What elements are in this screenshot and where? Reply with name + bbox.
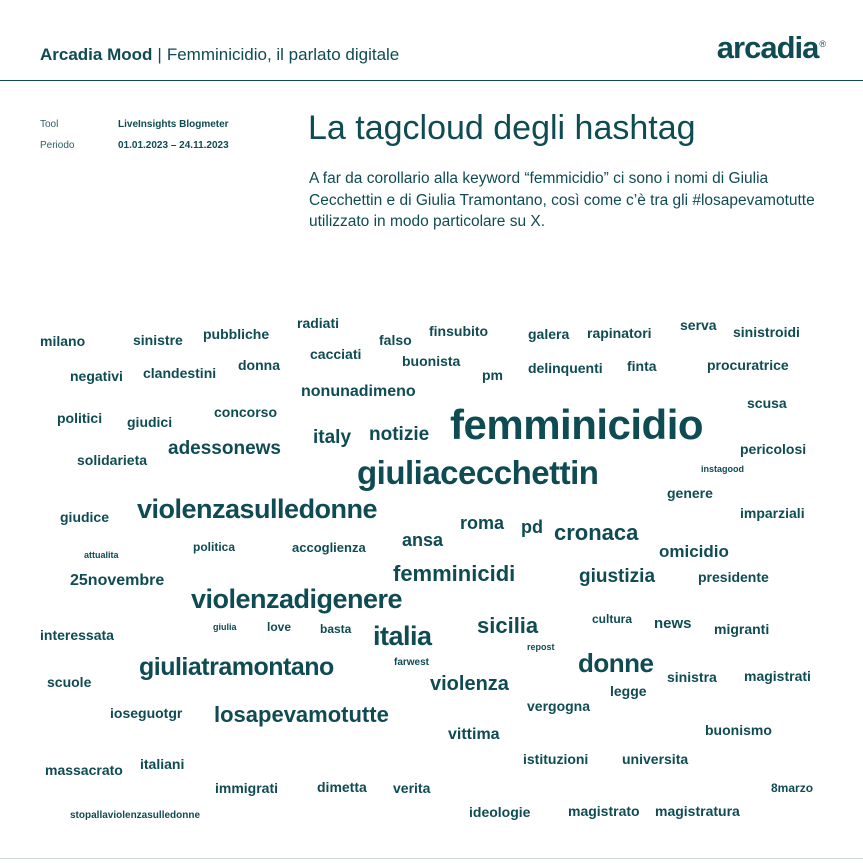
hashtag-dimetta: dimetta: [317, 779, 367, 795]
hashtag-concorso: concorso: [214, 404, 278, 420]
registered-mark: ®: [819, 38, 825, 49]
hashtag-femminicidi: femminicidi: [393, 561, 516, 586]
hashtag-omicidio: omicidio: [659, 542, 729, 561]
hashtag-violenzadigenere: violenzadigenere: [191, 584, 403, 614]
period-label: Periodo: [40, 140, 75, 151]
hashtag-basta: basta: [320, 622, 352, 636]
hashtag-giuliatramontano: giuliatramontano: [139, 653, 334, 681]
hashtag-italia: italia: [373, 621, 432, 651]
hashtag-femminicidio: femminicidio: [450, 401, 704, 448]
hashtag-donne: donne: [578, 648, 654, 678]
hashtag-adessonews: adessonews: [168, 438, 281, 459]
hashtag-ansa: ansa: [402, 530, 444, 550]
hashtag-finta: finta: [627, 358, 657, 374]
hashtag-radiati: radiati: [297, 315, 340, 331]
hashtag-cacciati: cacciati: [310, 346, 362, 362]
hashtag-violenzasulledonne: violenzasulledonne: [137, 494, 378, 524]
hashtag-ioseguotgr: ioseguotgr: [110, 705, 183, 721]
hashtag-milano: milano: [40, 333, 86, 349]
hashtag-magistratura: magistratura: [655, 803, 740, 819]
hashtag-politica: politica: [193, 540, 236, 554]
hashtag-universita: universita: [622, 751, 689, 767]
hashtag-buonismo: buonismo: [705, 722, 772, 738]
hashtag-italy: italy: [313, 427, 352, 448]
hashtag-immigrati: immigrati: [215, 780, 279, 796]
hashtag-instagood: instagood: [701, 464, 744, 474]
hashtag-ideologie: ideologie: [469, 804, 531, 820]
page-description: A far da corollario alla keyword “femmicidio” ci sono i nomi di Giulia Cecchettin e di Giulia Tramontano, così come c’è tra gli #losapevamotutte utilizzato in modo particolare su X.: [309, 170, 815, 230]
report-brand: [40, 45, 399, 65]
hashtag-news: news: [654, 615, 692, 632]
brand-separator: |: [157, 45, 162, 64]
hashtag-buonista: buonista: [402, 353, 461, 369]
hashtag-galera: galera: [528, 326, 570, 342]
hashtag-notizie: notizie: [369, 424, 430, 445]
hashtag-vittima: vittima: [448, 726, 500, 743]
period-value: 01.01.2023 – 24.11.2023: [118, 140, 229, 151]
hashtag-giustizia: giustizia: [579, 566, 656, 587]
tool-label: Tool: [40, 119, 59, 130]
hashtag-interessata: interessata: [40, 627, 114, 643]
hashtag-sinistra: sinistra: [667, 669, 717, 685]
hashtag-finsubito: finsubito: [429, 323, 489, 339]
hashtag-25novembre: 25novembre: [70, 572, 165, 589]
hashtag-rapinatori: rapinatori: [587, 325, 652, 341]
hashtag-migranti: migranti: [714, 621, 770, 637]
hashtag-stopallaviolenzasulledonne: stopallaviolenzasulledonne: [70, 810, 201, 821]
hashtag-sicilia: sicilia: [477, 613, 539, 638]
hashtag-falso: falso: [379, 332, 412, 348]
hashtag-roma: roma: [460, 513, 505, 533]
hashtag-politici: politici: [57, 410, 103, 426]
bottom-divider: [0, 858, 863, 859]
meta-info: [40, 114, 229, 156]
hashtag-procuratrice: procuratrice: [707, 357, 789, 373]
hashtag-accoglienza: accoglienza: [292, 540, 366, 555]
hashtag-sinistre: sinistre: [133, 332, 183, 348]
header-divider: [0, 80, 863, 81]
hashtag-istituzioni: istituzioni: [523, 751, 589, 767]
hashtag-imparziali: imparziali: [740, 505, 805, 521]
hashtag-attualita: attualita: [84, 550, 119, 560]
hashtag-vergogna: vergogna: [527, 698, 591, 714]
hashtag-presidente: presidente: [698, 569, 769, 585]
hashtag-repost: repost: [527, 642, 555, 652]
hashtag-cronaca: cronaca: [554, 520, 639, 545]
hashtag-legge: legge: [610, 683, 647, 699]
page-title: La tagcloud degli hashtag: [308, 109, 696, 147]
hashtag-genere: genere: [667, 485, 713, 501]
meta-row-tool: [40, 114, 229, 135]
hashtag-giudici: giudici: [127, 414, 173, 430]
hashtag-pubbliche: pubbliche: [203, 326, 270, 342]
hashtag-violenza: violenza: [430, 673, 509, 695]
header: [0, 0, 863, 81]
hashtag-verita: verita: [393, 780, 431, 796]
hashtag-massacrato: massacrato: [45, 762, 123, 778]
hashtag-cultura: cultura: [592, 612, 633, 626]
hashtag-scusa: scusa: [747, 395, 787, 411]
hashtag-nonunadimeno: nonunadimeno: [301, 383, 416, 400]
hashtag-farwest: farwest: [394, 657, 430, 668]
hashtag-tagcloud: [0, 300, 863, 840]
hashtag-giulia: giulia: [213, 622, 237, 632]
arcadia-logo: [717, 30, 825, 66]
hashtag-pericolosi: pericolosi: [740, 441, 807, 457]
hashtag-magistrati: magistrati: [744, 668, 811, 684]
brand-name: Arcadia Mood: [40, 45, 153, 64]
hashtag-giuliacecchettin: giuliacecchettin: [357, 454, 599, 491]
brand-subtitle: Femminicidio, il parlato digitale: [166, 45, 400, 64]
logo-text: arcadia: [716, 30, 819, 65]
meta-row-period: [40, 135, 229, 156]
hashtag-pm: pm: [482, 367, 503, 383]
hashtag-giudice: giudice: [60, 509, 110, 525]
hashtag-scuole: scuole: [47, 674, 92, 690]
hashtag-italiani: italiani: [140, 756, 185, 772]
hashtag-donna: donna: [238, 357, 280, 373]
hashtag-8marzo: 8marzo: [771, 781, 814, 795]
hashtag-solidarieta: solidarieta: [77, 452, 148, 468]
hashtag-sinistroidi: sinistroidi: [733, 324, 800, 340]
hashtag-clandestini: clandestini: [143, 365, 217, 381]
hashtag-losapevamotutte: losapevamotutte: [214, 702, 389, 727]
hashtag-negativi: negativi: [70, 368, 123, 384]
hashtag-pd: pd: [521, 517, 543, 537]
hashtag-magistrato: magistrato: [568, 803, 640, 819]
tool-value: LiveInsights Blogmeter: [118, 119, 229, 130]
hashtag-love: love: [267, 620, 292, 634]
hashtag-serva: serva: [680, 317, 717, 333]
hashtag-delinquenti: delinquenti: [528, 360, 603, 376]
